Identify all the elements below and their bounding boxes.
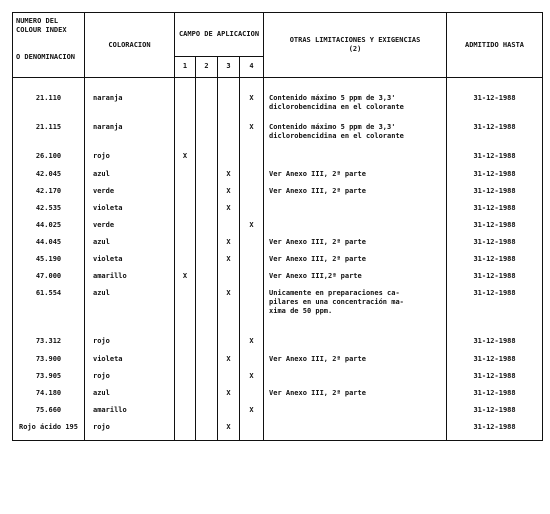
campo-3-cell — [218, 152, 240, 170]
campo-3-cell: X — [218, 389, 240, 406]
limitacion-line: Contenido máximo 5 ppm de 3,3' — [269, 94, 396, 102]
table-row — [13, 255, 543, 272]
campo-2-cell — [196, 272, 218, 289]
admitido-cell: 31-12-1988 — [447, 123, 543, 152]
campo-4-cell — [240, 272, 264, 289]
limitacion-line: Ver Anexo III, 2ª parte — [269, 255, 366, 263]
limitacion-line: pilares en una concentración ma- — [269, 298, 404, 306]
campo-1-cell — [175, 389, 196, 406]
table-row — [13, 406, 543, 423]
table-row — [13, 389, 543, 406]
spacer-row — [13, 78, 543, 95]
limitacion-line: Unicamente en preparaciones ca- — [269, 289, 400, 297]
coloracion-cell: rojo — [85, 372, 175, 389]
header-campo-1: 1 — [175, 56, 196, 77]
campo-4-cell — [240, 187, 264, 204]
limitaciones-cell — [264, 94, 447, 123]
admitido-cell: 31-12-1988 — [447, 221, 543, 238]
table-row — [13, 123, 543, 152]
colour-index-cell: 42.535 — [13, 204, 85, 221]
limitacion-line: xima de 50 ppm. — [269, 307, 333, 315]
colour-index-cell: 42.045 — [13, 170, 85, 187]
coloracion-cell: violeta — [85, 355, 175, 372]
limitaciones-cell — [264, 337, 447, 355]
admitido-cell: 31-12-1988 — [447, 170, 543, 187]
admitido-cell: 31-12-1988 — [447, 187, 543, 204]
table-row — [13, 221, 543, 238]
coloracion-cell: violeta — [85, 255, 175, 272]
campo-1-cell — [175, 372, 196, 389]
campo-1-cell — [175, 238, 196, 255]
colour-index-cell: 21.115 — [13, 123, 85, 152]
table-row — [13, 423, 543, 440]
admitido-cell: 31-12-1988 — [447, 355, 543, 372]
limitacion-line: Contenido máximo 5 ppm de 3,3' — [269, 123, 396, 131]
admitido-cell: 31-12-1988 — [447, 389, 543, 406]
limitacion-line: Ver Anexo III, 2ª parte — [269, 187, 366, 195]
colour-index-cell: 75.660 — [13, 406, 85, 423]
colorant-table — [12, 12, 543, 441]
campo-3-cell: X — [218, 204, 240, 221]
campo-2-cell — [196, 289, 218, 331]
colour-index-cell: 26.100 — [13, 152, 85, 170]
coloracion-cell: rojo — [85, 423, 175, 440]
spacer-cell — [218, 78, 240, 95]
campo-4-cell: X — [240, 221, 264, 238]
table-row — [13, 372, 543, 389]
admitido-cell: 31-12-1988 — [447, 152, 543, 170]
coloracion-cell: verde — [85, 221, 175, 238]
limitaciones-cell — [264, 123, 447, 152]
limitaciones-cell — [264, 272, 447, 289]
campo-1-cell — [175, 289, 196, 331]
coloracion-cell: naranja — [85, 94, 175, 123]
colour-index-cell: 45.190 — [13, 255, 85, 272]
header-otras-limitaciones: OTRAS LIMITACIONES Y EXIGENCIAS (2) — [264, 13, 447, 78]
colour-index-cell: 61.554 — [13, 289, 85, 331]
header-campo-4: 4 — [240, 56, 264, 77]
limitaciones-cell — [264, 204, 447, 221]
campo-1-cell — [175, 187, 196, 204]
campo-3-cell — [218, 406, 240, 423]
campo-1-cell — [175, 221, 196, 238]
spacer-cell — [196, 78, 218, 95]
campo-2-cell — [196, 94, 218, 123]
table-row — [13, 272, 543, 289]
coloracion-cell: amarillo — [85, 406, 175, 423]
campo-2-cell — [196, 423, 218, 440]
campo-3-cell — [218, 94, 240, 123]
table-row — [13, 289, 543, 331]
colour-index-cell: 74.180 — [13, 389, 85, 406]
limitaciones-cell — [264, 289, 447, 331]
campo-3-cell: X — [218, 355, 240, 372]
admitido-cell: 31-12-1988 — [447, 372, 543, 389]
admitido-cell: 31-12-1988 — [447, 423, 543, 440]
campo-3-cell: X — [218, 238, 240, 255]
coloracion-cell: azul — [85, 289, 175, 331]
coloracion-cell: amarillo — [85, 272, 175, 289]
campo-2-cell — [196, 170, 218, 187]
colour-index-cell: 73.312 — [13, 337, 85, 355]
limitacion-line: Ver Anexo III, 2ª parte — [269, 389, 366, 397]
limitacion-line: Ver Anexo III, 2ª parte — [269, 355, 366, 363]
campo-1-cell — [175, 170, 196, 187]
table-row — [13, 94, 543, 123]
colour-index-cell: 42.170 — [13, 187, 85, 204]
campo-3-cell — [218, 221, 240, 238]
campo-2-cell — [196, 204, 218, 221]
campo-4-cell — [240, 170, 264, 187]
admitido-cell: 31-12-1988 — [447, 238, 543, 255]
coloracion-cell: rojo — [85, 337, 175, 355]
limitaciones-cell — [264, 238, 447, 255]
campo-2-cell — [196, 255, 218, 272]
campo-1-cell — [175, 355, 196, 372]
admitido-cell: 31-12-1988 — [447, 272, 543, 289]
campo-4-cell — [240, 423, 264, 440]
spacer-cell — [240, 78, 264, 95]
campo-4-cell — [240, 289, 264, 331]
limitaciones-cell — [264, 221, 447, 238]
table-row — [13, 204, 543, 221]
table-row — [13, 238, 543, 255]
campo-1-cell: X — [175, 152, 196, 170]
campo-3-cell: X — [218, 423, 240, 440]
colour-index-cell: 73.900 — [13, 355, 85, 372]
campo-3-cell — [218, 337, 240, 355]
header-campo-aplicacion: CAMPO DE APLICACION — [175, 13, 264, 57]
colour-index-cell: 44.045 — [13, 238, 85, 255]
spacer-cell — [175, 78, 196, 95]
campo-3-cell — [218, 123, 240, 152]
colour-index-cell: Rojo ácido 195 — [13, 423, 85, 440]
spacer-cell — [13, 78, 85, 95]
campo-3-cell: X — [218, 187, 240, 204]
admitido-cell: 31-12-1988 — [447, 255, 543, 272]
admitido-cell: 31-12-1988 — [447, 289, 543, 331]
limitacion-line: diclorobencidina en el colorante — [269, 103, 404, 111]
table-body — [13, 78, 543, 441]
campo-3-cell: X — [218, 255, 240, 272]
coloracion-cell: azul — [85, 389, 175, 406]
limitaciones-cell — [264, 170, 447, 187]
campo-3-cell — [218, 372, 240, 389]
table-row — [13, 187, 543, 204]
coloracion-cell: azul — [85, 238, 175, 255]
limitaciones-cell — [264, 406, 447, 423]
header-coloracion: COLORACION — [85, 13, 175, 78]
header-admitido-hasta: ADMITIDO HASTA — [447, 13, 543, 78]
limitacion-line: Ver Anexo III, 2ª parte — [269, 238, 366, 246]
limitaciones-cell — [264, 423, 447, 440]
campo-1-cell — [175, 255, 196, 272]
limitacion-line: Ver Anexo III, 2ª parte — [269, 170, 366, 178]
campo-1-cell — [175, 123, 196, 152]
campo-2-cell — [196, 389, 218, 406]
limitaciones-cell — [264, 389, 447, 406]
coloracion-cell: azul — [85, 170, 175, 187]
campo-1-cell — [175, 423, 196, 440]
campo-2-cell — [196, 406, 218, 423]
limitaciones-cell — [264, 255, 447, 272]
admitido-cell: 31-12-1988 — [447, 406, 543, 423]
colour-index-cell: 21.110 — [13, 94, 85, 123]
campo-4-cell: X — [240, 123, 264, 152]
campo-1-cell — [175, 337, 196, 355]
admitido-cell: 31-12-1988 — [447, 94, 543, 123]
campo-2-cell — [196, 152, 218, 170]
coloracion-cell: rojo — [85, 152, 175, 170]
admitido-cell: 31-12-1988 — [447, 204, 543, 221]
campo-4-cell — [240, 152, 264, 170]
coloracion-cell: violeta — [85, 204, 175, 221]
colour-index-cell: 73.905 — [13, 372, 85, 389]
spacer-cell — [264, 78, 447, 95]
table-row — [13, 170, 543, 187]
campo-4-cell — [240, 255, 264, 272]
table-row — [13, 337, 543, 355]
campo-3-cell — [218, 272, 240, 289]
limitaciones-cell — [264, 152, 447, 170]
limitaciones-cell — [264, 187, 447, 204]
campo-4-cell: X — [240, 94, 264, 123]
campo-2-cell — [196, 355, 218, 372]
campo-2-cell — [196, 123, 218, 152]
campo-4-cell: X — [240, 372, 264, 389]
campo-2-cell — [196, 221, 218, 238]
campo-1-cell — [175, 204, 196, 221]
limitaciones-cell — [264, 372, 447, 389]
coloracion-cell: verde — [85, 187, 175, 204]
spacer-cell — [85, 78, 175, 95]
colour-index-cell: 44.025 — [13, 221, 85, 238]
limitacion-line: diclorobencidina en el colorante — [269, 132, 404, 140]
header-colour-index: NUMERO DEL COLOUR INDEX O DENOMINACION — [13, 13, 85, 78]
campo-2-cell — [196, 238, 218, 255]
campo-1-cell — [175, 94, 196, 123]
campo-4-cell — [240, 389, 264, 406]
campo-4-cell — [240, 238, 264, 255]
header-campo-2: 2 — [196, 56, 218, 77]
campo-3-cell: X — [218, 170, 240, 187]
table-row — [13, 152, 543, 170]
campo-2-cell — [196, 187, 218, 204]
coloracion-cell: naranja — [85, 123, 175, 152]
campo-2-cell — [196, 337, 218, 355]
table-row — [13, 355, 543, 372]
colour-index-cell: 47.000 — [13, 272, 85, 289]
campo-4-cell — [240, 355, 264, 372]
campo-1-cell: X — [175, 272, 196, 289]
header-campo-3: 3 — [218, 56, 240, 77]
limitacion-line: Ver Anexo III,2ª parte — [269, 272, 362, 280]
campo-4-cell — [240, 204, 264, 221]
campo-4-cell: X — [240, 406, 264, 423]
limitaciones-cell — [264, 355, 447, 372]
campo-3-cell: X — [218, 289, 240, 331]
campo-4-cell: X — [240, 337, 264, 355]
spacer-cell — [447, 78, 543, 95]
campo-1-cell — [175, 406, 196, 423]
campo-2-cell — [196, 372, 218, 389]
admitido-cell: 31-12-1988 — [447, 337, 543, 355]
